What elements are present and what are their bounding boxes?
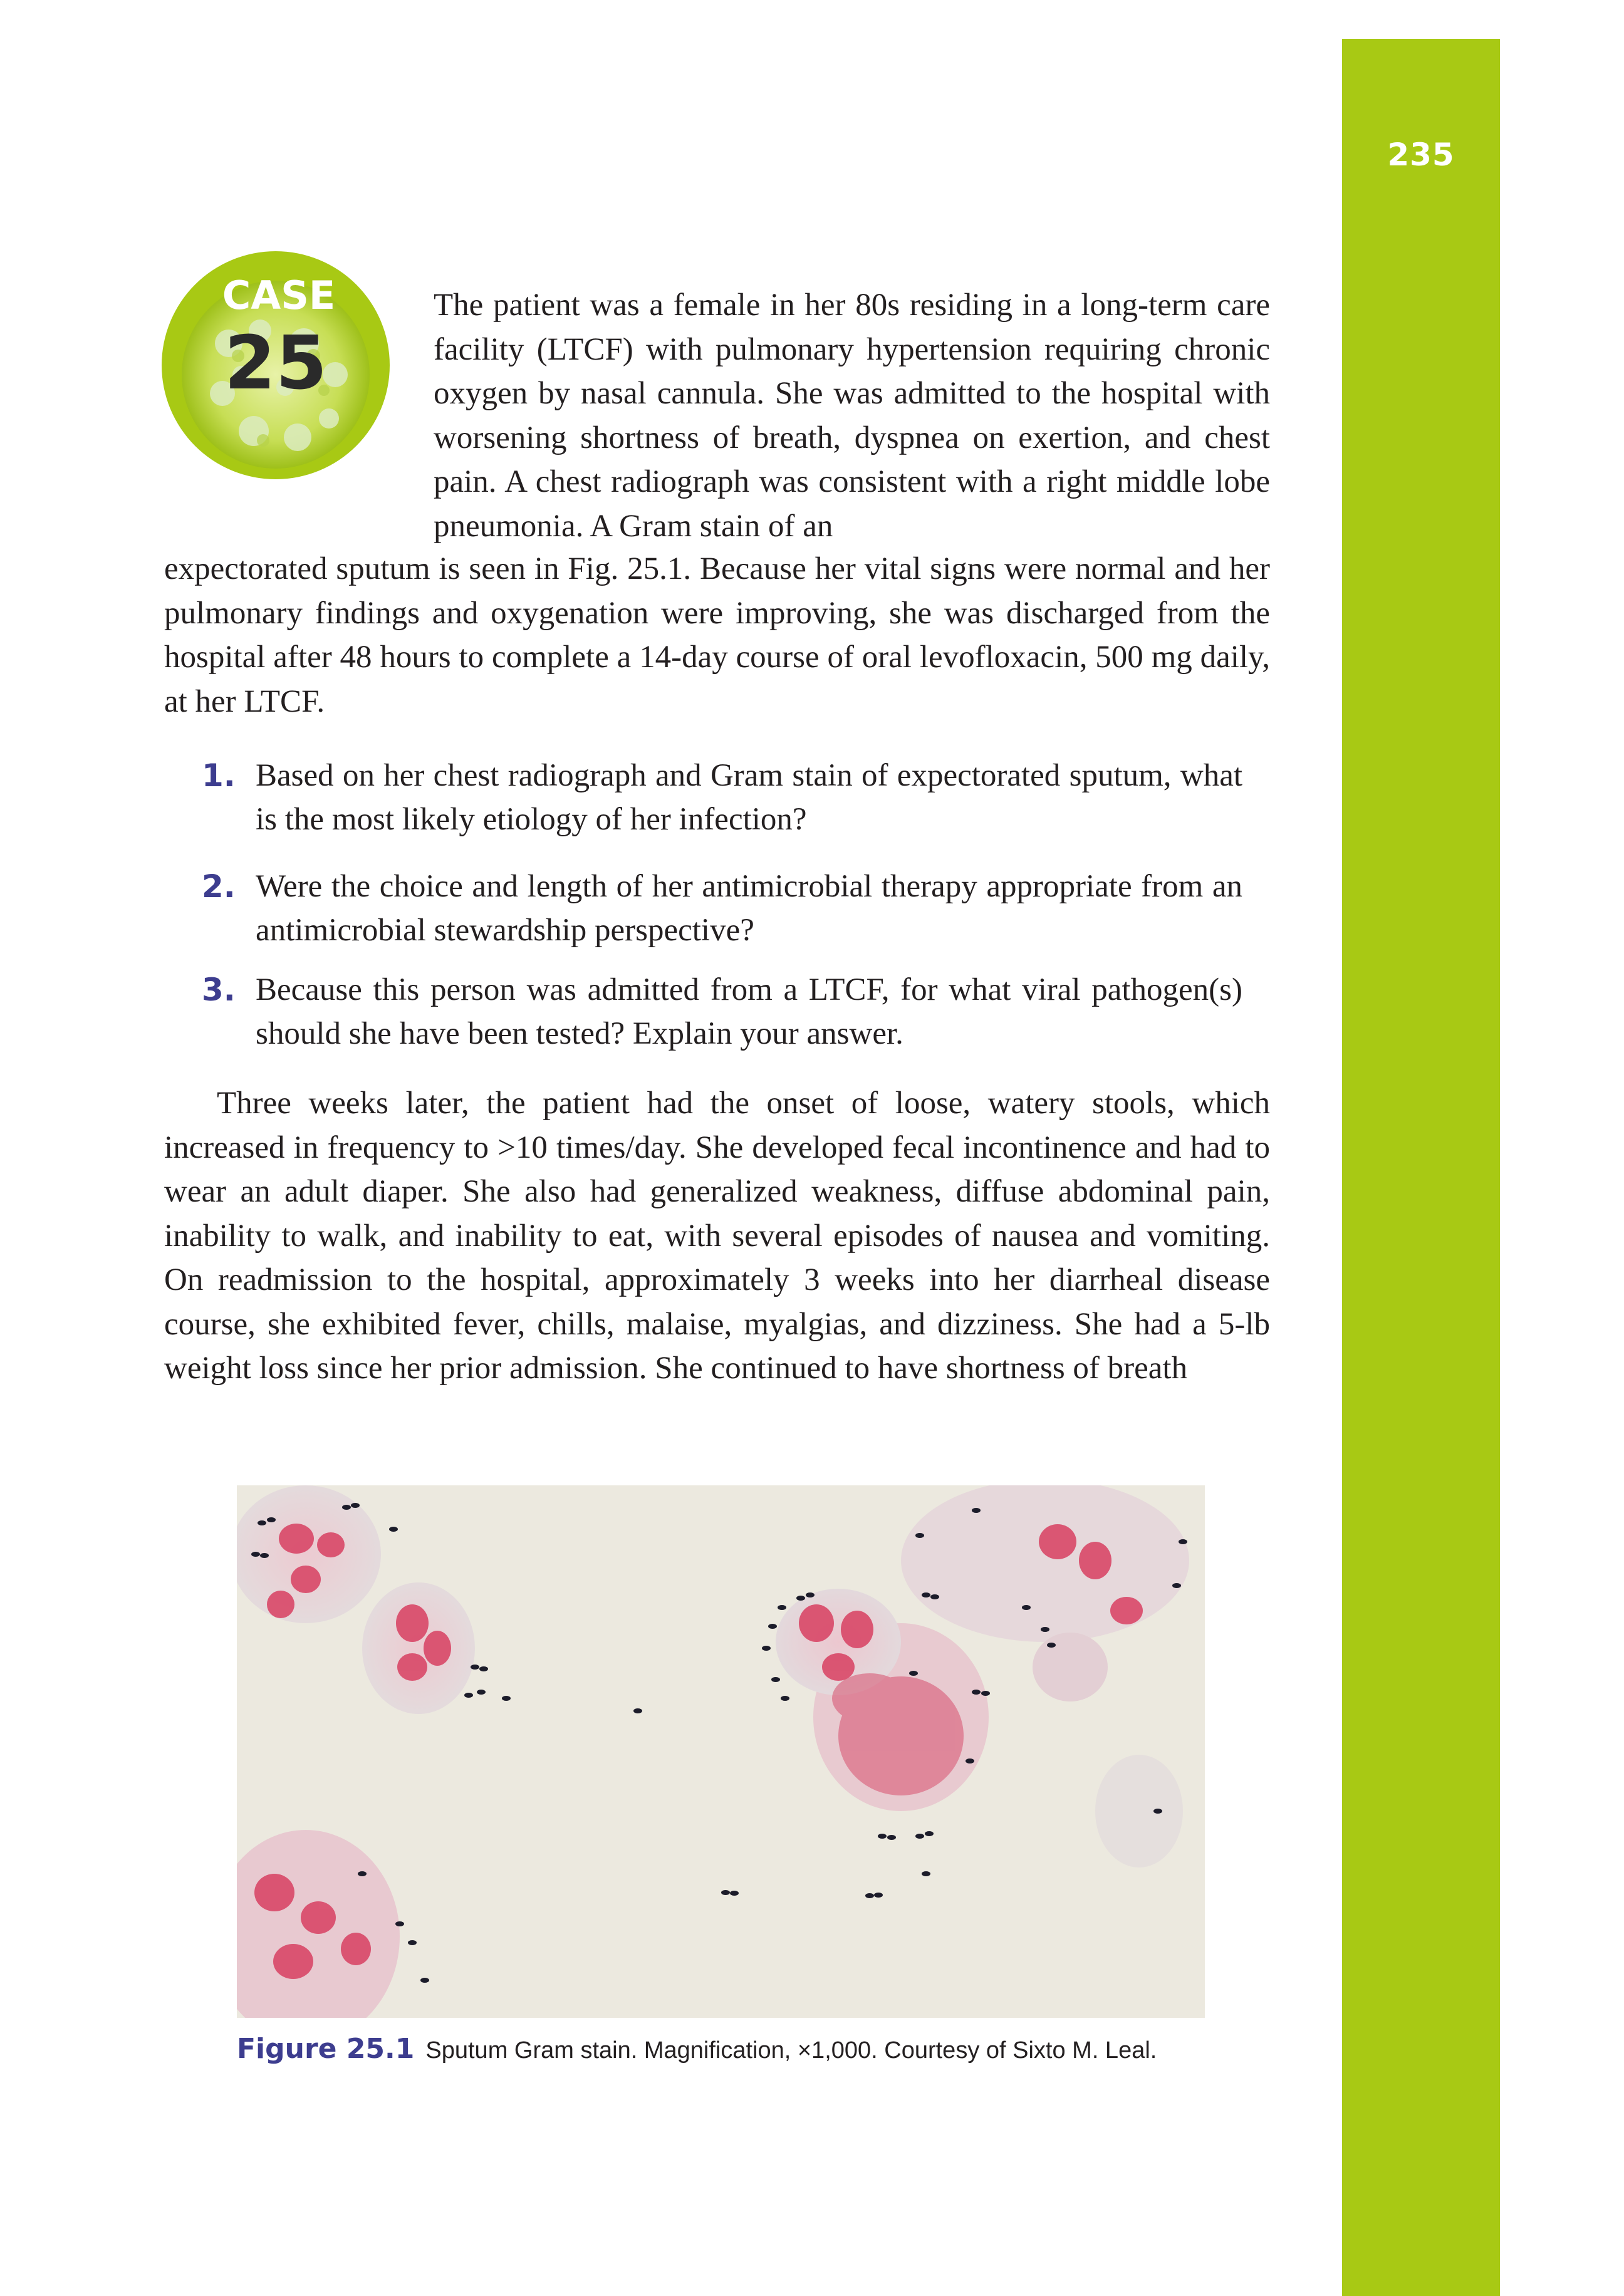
- question-2-text: Were the choice and length of her antimicrobial therapy appropriate from an antimicrobial stewardship perspective?: [256, 869, 1242, 948]
- case-badge-label: CASE: [222, 273, 336, 318]
- case-badge-number: 25: [224, 319, 328, 406]
- question-3-text: Because this person was admitted from a LTCF, for what viral pathogen(s) should she have been tested? Explain your answer.: [256, 972, 1242, 1051]
- intro-paragraph-indented: The patient was a female in her 80s residing in a long-term care facility (LTCF) with pulmonary hypertension requiring chronic oxygen by nasal cannula. She was admitted to the hospital with worsening shortness of breath, dyspnea on exertion, and chest pain. A chest radiograph was consistent with a right middle lobe pneumonia. A Gram stain of an: [434, 288, 1270, 544]
- sputum-gram-stain-micrograph: [237, 1485, 1205, 2018]
- question-1-text: Based on her chest radiograph and Gram stain of expectorated sputum, what is the most likely etiology of her infection?: [256, 758, 1242, 837]
- case-badge-graphic: [160, 249, 392, 481]
- question-2-number: 2.: [202, 868, 236, 905]
- question-3-number: 3.: [202, 972, 236, 1008]
- intro-paragraph-full-width: expectorated sputum is seen in Fig. 25.1. Because her vital signs were normal and her pulmonary findings and oxygenation were improving, she was discharged from the hospital after 48 hours to complete a 14-day course of oral levofloxacin, 500 mg daily, at her LTCF.: [164, 551, 1270, 719]
- figure-caption: [237, 2033, 1205, 2065]
- page-number: 235: [1387, 137, 1455, 173]
- question-1-number: 1.: [202, 757, 236, 794]
- continuation-paragraph: Three weeks later, the patient had the onset of loose, watery stools, which increased in frequency to >10 times/day. She developed fecal incontinence and had to wear an adult diaper. She also had generalized weakness, diffuse abdominal pain, inability to walk, and inability to eat, with several episodes of nausea and vomiting. On readmission to the hospital, approximately 3 weeks into her diarrheal disease course, she exhibited fever, chills, malaise, myalgias, and dizziness. She had a 5-lb weight loss since her prior admission. She continued to have shortness of breath: [164, 1086, 1270, 1386]
- page-side-bar: [1342, 39, 1500, 2296]
- figure-label: Figure 25.1: [237, 2033, 415, 2065]
- case-badge: [160, 249, 392, 481]
- figure-image: [237, 1485, 1205, 2018]
- figure-caption-text: Sputum Gram stain. Magnification, ×1,000. Courtesy of Sixto M. Leal.: [425, 2037, 1157, 2064]
